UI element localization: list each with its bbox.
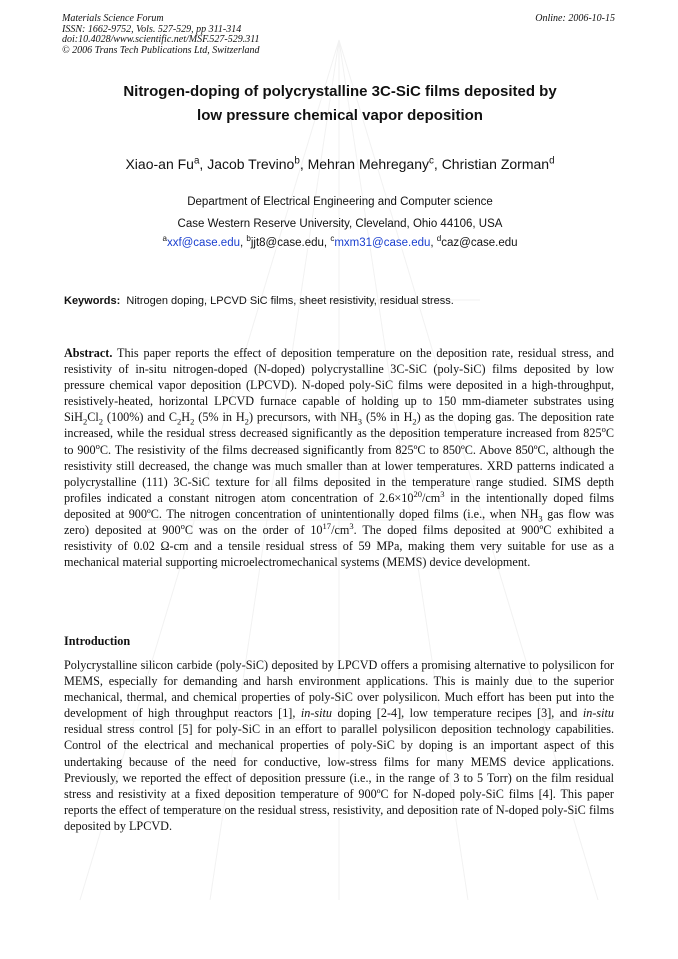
email-mark: a <box>162 234 167 244</box>
doi-line: doi:10.4028/www.scientific.net/MSF.527-529.311 <box>62 34 260 45</box>
subscript: 3 <box>538 513 543 524</box>
intro-text: Polycrystalline silicon carbide (poly-SiC) deposited by LPCVD offers a promising alternative to polysilicon for MEMS, especially for demanding and harsh environment applications. This is mainly due to the superior mechanical, thermal, and chemical properties of poly-SiC over polysilicon. Much effort has been put into the development of high throughput reactors [1], <box>64 658 614 721</box>
affiliation-dept: Department of Electrical Engineering and Computer science <box>187 196 493 208</box>
issn-line: ISSN: 1662-9752, Vols. 527-529, pp 311-314 <box>62 23 242 35</box>
superscript: 3 <box>349 520 354 531</box>
superscript: o <box>95 440 100 451</box>
abstract-text: C. The resistivity of the films decreased significantly from 825ºC to 850ºC. Above 850ºC, although the resistivity still decreased, the change was much smaller than at lower temperatures. XRD patterns indicated a polycrystalline (111) 3C-SiC texture for all films deposited in the temperature range studied. SIMS depth profiles indicated a constant nitrogen atom concentration of 2.6×10 <box>64 442 614 505</box>
abstract-text: /cm <box>331 523 350 538</box>
email-mark: d <box>436 234 442 244</box>
author-separator: , <box>299 156 308 172</box>
email-separator: , <box>239 237 247 249</box>
email-mark: b <box>246 234 251 244</box>
abstract-text: gas flow was zero) deposited at 900 <box>64 506 614 538</box>
author-list <box>60 156 620 172</box>
subscript: 2 <box>98 416 104 427</box>
abstract-text: . The doped films deposited at 900ºC exhibited a resistivity of 0.02 Ω-cm and a tensile residual stress of 59 MPa, making them very suitable for use as a mechanical material supporting microelectromechanical systems (MEMS) device development. <box>64 523 614 570</box>
email-link[interactable]: mxm31@case.edu <box>334 237 431 249</box>
superscript: 20 <box>413 488 423 499</box>
copyright-line: © 2006 Trans Tech Publications Ltd, Switzerland <box>62 44 260 56</box>
author-name: Mehran Mehregany <box>307 156 429 172</box>
abstract-text: C was on the order of 10 <box>184 523 323 538</box>
email-text: jjt8@case.edu <box>250 237 324 249</box>
intro-text: residual stress control [5] for poly-SiC in an effort to parallel polysilicon deposition technology capabilities. Control of the electrical and mechanical properties of poly-SiC by doping is an important aspect of this undertaking because of the need for conductive, low-stress films for many MEMS device applications. Previously, we reported the effect of deposition pressure (i.e., in the range of 3 to 5 Torr) on the film residual stress and resistivity at a fixed deposition temperature of 900ºC for N-doped poly-SiC films [4]. This paper reports the effect of temperature on the residual stress, resistivity, and deposition rate of N-doped poly-SiC films deposited by LPCVD. <box>64 722 614 833</box>
author-affil-mark: a <box>193 155 200 167</box>
superscript: o <box>601 424 606 435</box>
subscript: 2 <box>190 416 195 427</box>
email-text: caz@case.edu <box>441 237 518 249</box>
email-list <box>60 234 620 249</box>
abstract-text: H <box>181 410 191 425</box>
author-separator: , <box>199 156 208 172</box>
abstract-text: Cl <box>87 410 99 425</box>
abstract-text: (5% in H <box>362 410 413 425</box>
section-heading-introduction: Introduction <box>64 634 131 648</box>
introduction-paragraph <box>64 657 614 834</box>
keywords-text: Nitrogen doping, LPCVD SiC films, sheet resistivity, residual stress. <box>126 295 454 307</box>
superscript: 17 <box>322 520 332 531</box>
email-link[interactable]: xxf@case.edu <box>166 237 240 249</box>
abstract <box>64 345 614 570</box>
paper-title <box>60 80 620 128</box>
author-affil-mark: d <box>549 155 555 167</box>
superscript: 3 <box>440 488 445 499</box>
affiliation-univ: Case Western Reserve University, Cleveland, Ohio 44106, USA <box>177 218 503 230</box>
abstract-text: (5% in H <box>194 410 245 425</box>
intro-italic: in-situ <box>300 706 333 721</box>
keywords-label: Keywords: <box>64 295 121 307</box>
intro-text: doping [2-4], low temperature recipes [3], and <box>332 706 583 721</box>
author-separator: , <box>433 156 442 172</box>
title-line-1: Nitrogen-doping of polycrystalline 3C-SiC films deposited by <box>123 83 557 100</box>
keywords <box>64 295 624 307</box>
abstract-text: This paper reports the effect of deposition temperature on the deposition rate, residual stress, and resistivity of in-situ nitrogen-doped (N-doped) polycrystalline 3C-SiC (poly-SiC) films deposited by low pressure chemical vapor deposition (LPCVD). N-doped poly-SiC films were deposited in a high-throughput, resistively-heated, horizontal LPCVD furnace capable of holding up to 150 mm-diameter substrates using SiH <box>64 346 614 425</box>
online-date: Online: 2006-10-15 <box>535 13 615 24</box>
email-separator: , <box>430 237 437 249</box>
journal-name: Materials Science Forum <box>62 13 164 24</box>
email-mark: c <box>330 234 335 244</box>
title-line-2: low pressure chemical vapor deposition <box>197 107 483 124</box>
abstract-label: Abstract. <box>64 346 113 360</box>
author-name: Jacob Trevino <box>207 156 295 172</box>
subscript: 2 <box>177 416 182 427</box>
email-separator: , <box>323 237 331 249</box>
subscript: 2 <box>82 416 88 427</box>
intro-italic: in-situ <box>582 706 614 721</box>
author-affil-mark: c <box>429 155 434 167</box>
abstract-text: ) precursors, with NH <box>248 410 358 425</box>
author-affil-mark: b <box>294 155 300 167</box>
abstract-text: ) as the doping gas. The deposition rate increased, while the residual stress decreased significantly as the deposition temperature increased from 825 <box>64 410 614 441</box>
abstract-text: (100%) and C <box>103 410 178 425</box>
abstract-text: /cm <box>422 490 441 505</box>
superscript: o <box>180 520 185 531</box>
author-name: Xiao-an Fu <box>125 156 194 172</box>
author-name: Christian Zorman <box>441 156 550 172</box>
subscript: 2 <box>244 416 249 427</box>
abstract-text: C to 900 <box>64 426 614 457</box>
subscript: 2 <box>412 416 417 427</box>
journal-header <box>62 14 260 56</box>
subscript: 3 <box>357 416 363 427</box>
abstract-text: in the intentionally doped films deposited at 900ºC. The nitrogen concentration of unintentionally doped films (i.e., when NH <box>64 490 614 521</box>
